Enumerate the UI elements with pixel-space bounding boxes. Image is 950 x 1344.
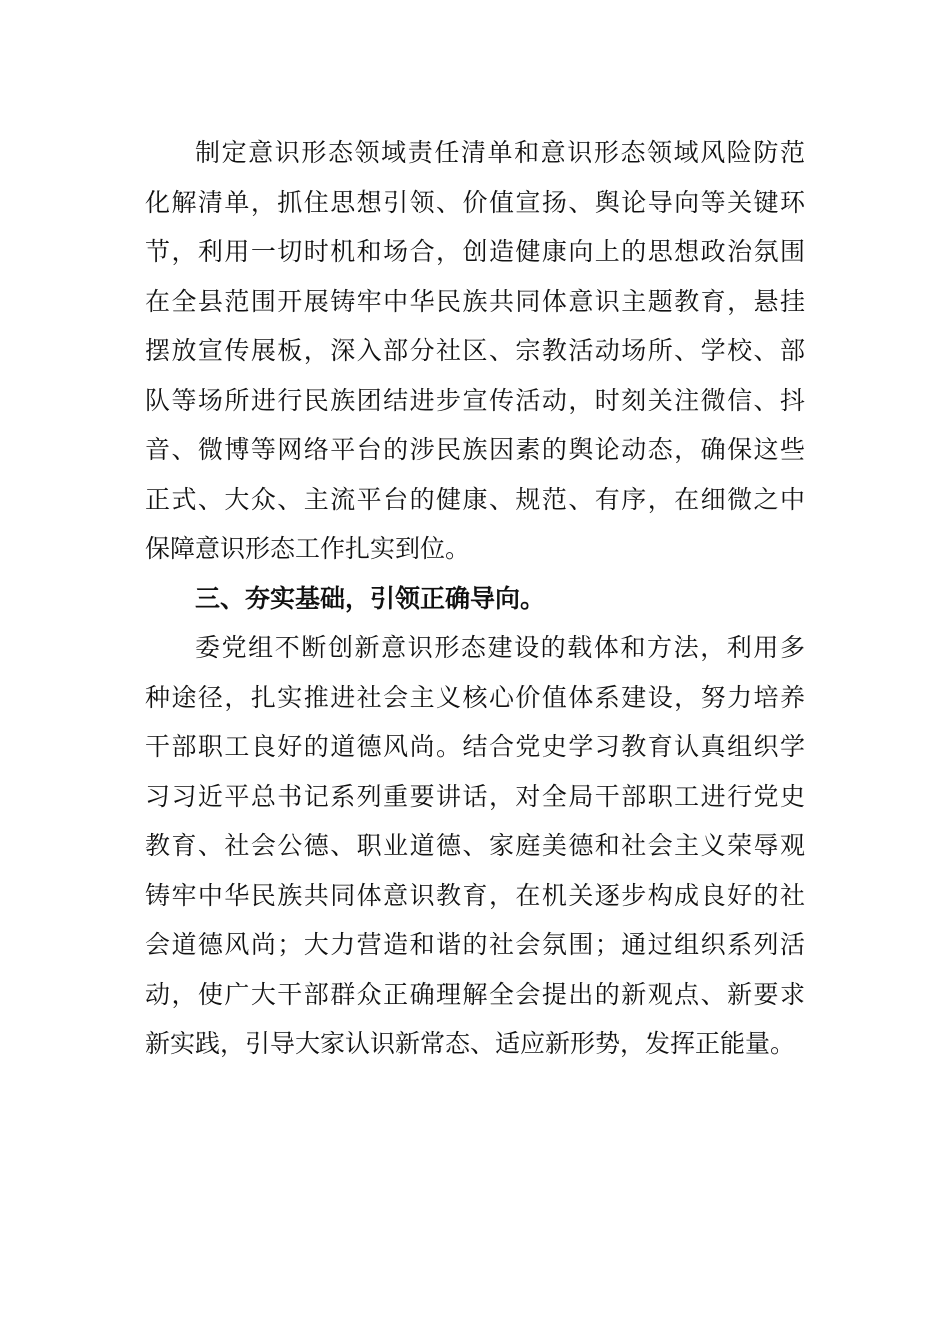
paragraph-2 — [145, 623, 805, 1069]
paragraph-line: 保障意识形态工作扎实到位。 — [145, 534, 471, 563]
paragraph-line: 教育、社会公德、职业道德、家庭美德和社会主义荣辱观 — [145, 831, 805, 860]
paragraph-line: 新实践，引导大家认识新常态、适应新形势，发挥正能量。 — [145, 1029, 796, 1058]
paragraph-line: 在全县范围开展铸牢中华民族共同体意识主题教育，悬挂 — [145, 286, 805, 316]
document-body — [145, 128, 805, 1069]
paragraph-1 — [145, 128, 805, 574]
paragraph-line: 制定意识形态领域责任清单和意识形态领域风险防范 — [195, 138, 805, 167]
paragraph-line: 种途径，扎实推进社会主义核心价值体系建设，努力培养 — [145, 682, 805, 712]
paragraph-line: 干部职工良好的道德风尚。结合党史学习教育认真组织学 — [145, 732, 805, 761]
paragraph-line: 铸牢中华民族共同体意识教育，在机关逐步构成良好的社 — [145, 880, 805, 910]
section-heading-3: 三、夯实基础，引领正确导向。 — [195, 583, 546, 613]
paragraph-line: 音、微博等网络平台的涉民族因素的舆论动态，确保这些 — [145, 435, 805, 464]
paragraph-line: 会道德风尚；大力营造和谐的社会氛围；通过组织系列活 — [145, 930, 805, 959]
paragraph-line: 节，利用一切时机和场合，创造健康向上的思想政治氛围 — [145, 237, 805, 266]
paragraph-line: 委党组不断创新意识形态建设的载体和方法，利用多 — [195, 633, 805, 662]
paragraph-line: 队等场所进行民族团结进步宣传活动，时刻关注微信、抖 — [145, 385, 805, 415]
paragraph-line: 摆放宣传展板，深入部分社区、宗教活动场所、学校、部 — [145, 336, 805, 365]
paragraph-line: 正式、大众、主流平台的健康、规范、有序，在细微之中 — [145, 484, 805, 514]
paragraph-line: 化解清单，抓住思想引领、价值宣扬、舆论导向等关键环 — [145, 187, 805, 217]
paragraph-line: 动，使广大干部群众正确理解全会提出的新观点、新要求 — [145, 979, 805, 1009]
paragraph-line: 习习近平总书记系列重要讲话，对全局干部职工进行党史 — [145, 781, 805, 811]
